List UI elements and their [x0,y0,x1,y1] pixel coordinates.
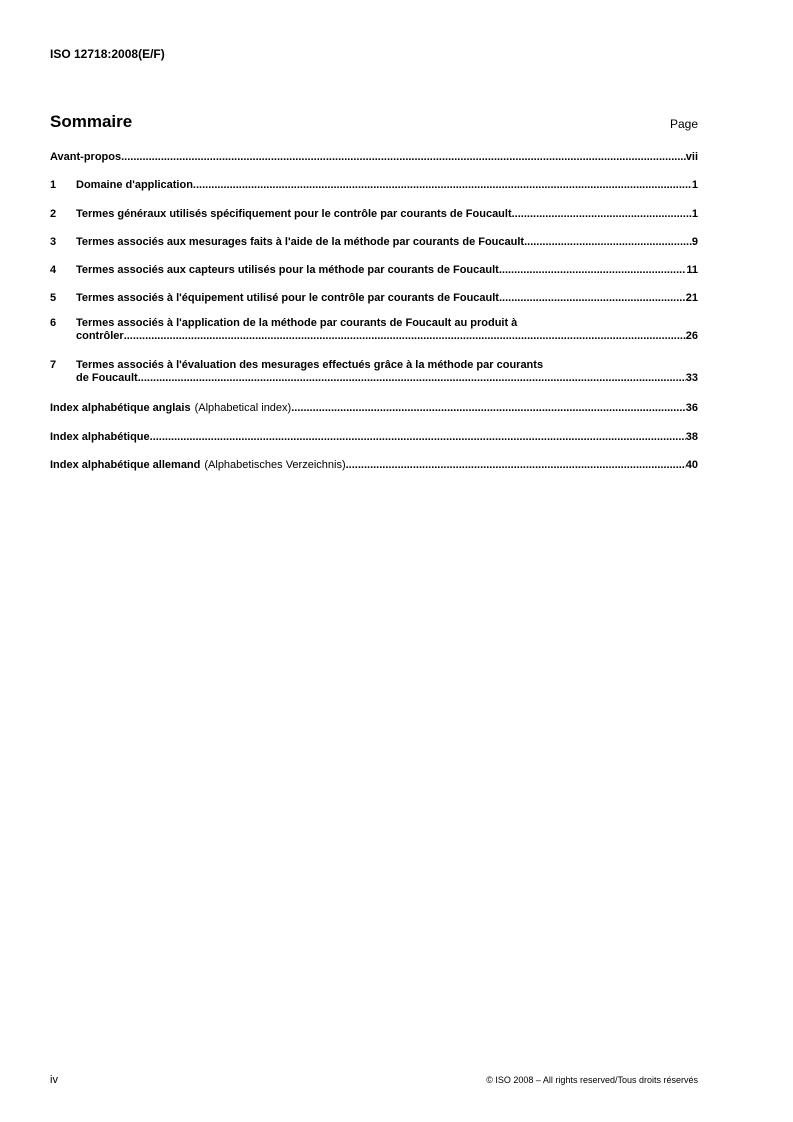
toc-entry-page: 9 [691,236,698,248]
page-number: iv [50,1074,58,1086]
toc-entry-body [76,264,698,277]
toc-entry-number: 4 [50,264,57,276]
toc-entry-text: Termes associés à l'application de la méthode par courants de Foucault au produit à [76,317,518,329]
toc-entry-text: Domaine d'application [76,179,193,191]
toc-entry-text: Index alphabétique [50,431,150,443]
toc-entry-page: 21 [685,292,698,304]
toc-entry-page: vii [685,151,698,163]
toc-entry-body [76,359,698,385]
toc-entry-body [50,151,698,164]
toc-entry-text: Termes associés aux mesurages faits à l'aide de la méthode par courants de Foucault [76,236,525,248]
toc-entry-body [50,402,698,415]
toc-header [50,112,698,134]
toc-entry-body [76,292,698,305]
toc-entry-page: 36 [685,402,698,414]
toc-entry-text-continued: de Foucault [76,372,138,384]
toc-entry-line [76,292,698,305]
document-id: ISO 12718:2008(E/F) [50,47,165,61]
dot-leader [499,264,687,277]
toc-entry-body [76,208,698,221]
dot-leader [121,151,686,164]
dot-leader [150,431,686,444]
toc-entry-text-continued: contrôler [76,330,124,342]
toc-entry-number: 6 [50,317,57,329]
toc-entry-page: 11 [686,264,698,276]
toc-entry-line [76,330,698,343]
toc-entry-line [76,236,698,249]
toc-entry-note: (Alphabetical index) [194,402,292,414]
toc-entry-number: 3 [50,236,57,248]
toc-entry-text: Avant-propos [50,151,122,163]
dot-leader [512,208,692,221]
toc-entry-body [76,317,698,343]
toc-entry-text: Termes généraux utilisés spécifiquement pour le contrôle par courants de Foucault [76,208,512,220]
dot-leader [499,292,686,305]
dot-leader [524,236,692,249]
toc-entry-text: Termes associés aux capteurs utilisés pour la méthode par courants de Foucault [76,264,499,276]
toc-entry-text: Index alphabétique anglais [50,402,191,414]
toc-entry-line [50,431,698,444]
toc-entry-line [50,402,698,415]
dot-leader [138,372,686,385]
toc-entry-text: Termes associés à l'équipement utilisé pour le contrôle par courants de Foucault [76,292,499,304]
dot-leader [346,459,686,472]
toc-entry-line [76,317,698,330]
toc-entry-note: (Alphabetisches Verzeichnis) [204,459,346,471]
toc-entry-line [76,179,698,192]
toc-entry-page: 38 [685,431,698,443]
toc-entry-number: 1 [50,179,57,191]
toc-entry-line [76,359,698,372]
dot-leader [124,330,686,343]
toc-entry-line [76,264,698,277]
toc-entry-number: 2 [50,208,57,220]
toc-title: Sommaire [50,112,133,131]
toc-entry-body [76,236,698,249]
toc-entry-number: 7 [50,359,57,371]
toc-entry-text: Index alphabétique allemand [50,459,201,471]
toc-entry-number: 5 [50,292,57,304]
toc-entry-line [76,208,698,221]
toc-entry-page: 33 [685,372,698,384]
toc-entry-page: 26 [685,330,698,342]
toc-entry-page: 40 [685,459,698,471]
copyright-notice: © ISO 2008 – All rights reserved/Tous droits réservés [486,1075,698,1085]
toc-entry-text: Termes associés à l'évaluation des mesurages effectués grâce à la méthode par courants [76,359,544,371]
toc-entry-body [50,431,698,444]
toc-entry-body [76,179,698,192]
toc-page-label: Page [669,117,698,131]
toc-entry-page: 1 [691,179,698,191]
toc-entry-body [50,459,698,472]
toc-entry-line [50,459,698,472]
toc-entry-line [50,151,698,164]
toc-entry-line [76,372,698,385]
toc-entry-page: 1 [691,208,698,220]
dot-leader [291,402,686,415]
dot-leader [193,179,692,192]
